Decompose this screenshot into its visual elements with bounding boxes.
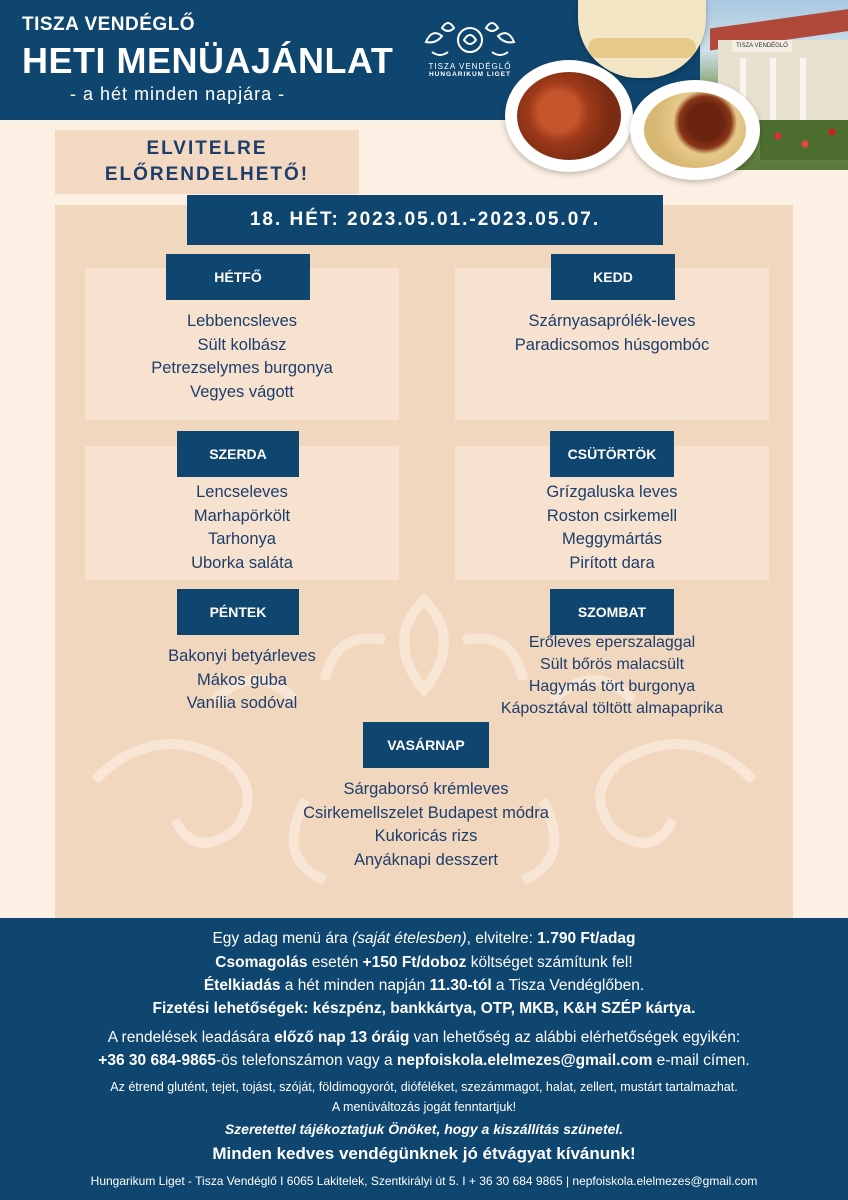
- packaging-label: Csomagolás: [215, 954, 308, 971]
- preorder-line-1: ELVITELRE: [146, 138, 268, 159]
- serving-text: a Tisza Vendéglőben.: [491, 977, 645, 994]
- goulash-soup-photo: [505, 60, 633, 172]
- day-label-saturday: SZOMBAT: [550, 589, 674, 635]
- order-text: -ös telefonszámon vagy a: [215, 1052, 397, 1069]
- building-column: [770, 58, 776, 120]
- price-text: , elvitelre:: [466, 930, 538, 947]
- menu-item: Meggymártás: [562, 530, 662, 548]
- menu-item: Paradicsomos húsgombóc: [514, 335, 710, 354]
- menu-item: Lebbencsleves: [186, 312, 298, 330]
- order-deadline: előző nap 13 óráig: [274, 1029, 410, 1046]
- changes-notice: A menüváltozás jogát fenntartjuk!: [331, 1100, 517, 1114]
- restaurant-logo: [415, 16, 525, 106]
- phone-number: +36 30 684-9865: [98, 1052, 216, 1069]
- day-items-wednesday: [85, 481, 399, 575]
- menu-item: Vegyes vágott: [190, 382, 294, 401]
- packaging-text: költséget számítunk fel!: [466, 954, 633, 971]
- menu-item: Anyáknapi desszert: [354, 850, 498, 869]
- day-label-tuesday: KEDD: [551, 254, 675, 300]
- stew-photo: [630, 80, 760, 180]
- menu-item: Petrezselymes burgonya: [151, 359, 333, 377]
- day-items-tuesday: [455, 310, 769, 357]
- preorder-badge: [55, 130, 359, 194]
- order-text: A rendelések leadására: [107, 1029, 275, 1046]
- price-text: Egy adag menü ára: [212, 930, 353, 947]
- serving-line: [0, 977, 848, 995]
- day-items-thursday: [455, 481, 769, 575]
- serving-label: Ételkiadás: [203, 977, 281, 994]
- day-label-thursday: CSÜTÖRTÖK: [550, 431, 674, 477]
- menu-item: Csirkemellszelet Budapest módra: [303, 803, 549, 822]
- week-banner: 18. HÉT: 2023.05.01.-2023.05.07.: [187, 195, 663, 245]
- info-footer: [0, 918, 848, 1200]
- order-line-2: [0, 1052, 848, 1070]
- building-sign: TISZA VENDÉGLŐ: [732, 40, 792, 52]
- menu-item: Sült bőrös malacsült: [539, 656, 685, 673]
- building-column: [800, 58, 806, 120]
- menu-item: Szárnyasaprólék-leves: [528, 312, 696, 330]
- day-items-saturday: [455, 632, 769, 720]
- packaging-line: [0, 954, 848, 972]
- day-items-monday: [85, 310, 399, 404]
- menu-item: Sárgaborsó krémleves: [343, 780, 509, 798]
- menu-item: Erőleves eperszalaggal: [528, 634, 696, 651]
- menu-item: Pirított dara: [569, 553, 655, 572]
- menu-item: Mákos guba: [197, 670, 287, 689]
- price-note: (saját ételesben): [352, 930, 467, 947]
- wish-line: Minden kedves vendégünknek jó étvágyat kívánunk!: [212, 1144, 636, 1163]
- menu-item: Marhapörkölt: [193, 506, 291, 525]
- ornament-logo-icon: [420, 16, 520, 60]
- delivery-notice: Szeretettel tájékoztatjuk Önöket, hogy a kiszállítás szünetel.: [224, 1121, 624, 1137]
- order-line-1: [0, 1029, 848, 1047]
- menu-item: Káposztával töltött almapaprika: [500, 700, 724, 717]
- menu-item: Lencseleves: [196, 483, 288, 501]
- contact-line: Hungarikum Liget - Tisza Vendéglő I 6065 Lakitelek, Szentkirályi út 5. I + 36 30 684 9865 | nepfoiskola.elelmezes@gmail.com: [90, 1174, 758, 1188]
- serving-text: a hét minden napján: [280, 977, 430, 994]
- menu-item: Hagymás tört burgonya: [528, 678, 696, 695]
- packaging-fee: +150 Ft/doboz: [362, 954, 467, 971]
- flower-bed: [760, 120, 848, 160]
- page-title: HETI MENÜAJÁNLAT: [22, 40, 394, 81]
- payment-line: Fizetési lehetőségek: készpénz, bankkártya, OTP, MKB, K&H SZÉP kártya.: [152, 1000, 696, 1017]
- menu-item: Kukoricás rizs: [374, 827, 478, 845]
- serving-time: 11.30-tól: [429, 977, 492, 994]
- order-text: van lehetőség az alábbi elérhetőségek egyikén:: [409, 1029, 741, 1046]
- price-line: [0, 930, 848, 948]
- day-label-friday: PÉNTEK: [177, 589, 299, 635]
- menu-item: Uborka saláta: [191, 553, 293, 572]
- price-value: 1.790 Ft/adag: [537, 930, 636, 947]
- day-label-wednesday: SZERDA: [177, 431, 299, 477]
- preorder-line-2: ELŐRENDELHETŐ!: [104, 164, 310, 185]
- day-label-sunday: VASÁRNAP: [363, 722, 489, 768]
- brand-name: TISZA VENDÉGLŐ: [22, 14, 196, 35]
- order-text: e-mail címen.: [652, 1052, 750, 1069]
- email-address: nepfoiskola.elelmezes@gmail.com: [396, 1052, 653, 1069]
- day-label-monday: HÉTFŐ: [166, 254, 310, 300]
- menu-item: Grízgaluska leves: [546, 483, 678, 501]
- packaging-text: esetén: [307, 954, 363, 971]
- menu-item: Roston csirkemell: [546, 506, 678, 525]
- logo-subtitle: HUNGARIKUM LIGET: [428, 71, 512, 78]
- logo-name: TISZA VENDÉGLŐ: [428, 62, 512, 71]
- day-items-sunday: [220, 778, 632, 872]
- page-subtitle: - a hét minden napjára -: [70, 84, 286, 104]
- allergen-notice: Az étrend glutént, tejet, tojást, szóját, földimogyorót, dióféléket, szezámmagot, halat, zellert, mustárt tartalmazhat.: [110, 1080, 738, 1094]
- menu-item: Bakonyi betyárleves: [168, 647, 316, 665]
- menu-item: Tarhonya: [208, 530, 276, 548]
- menu-item: Sült kolbász: [197, 335, 287, 354]
- day-items-friday: [85, 645, 399, 716]
- menu-item: Vanília sodóval: [186, 694, 298, 712]
